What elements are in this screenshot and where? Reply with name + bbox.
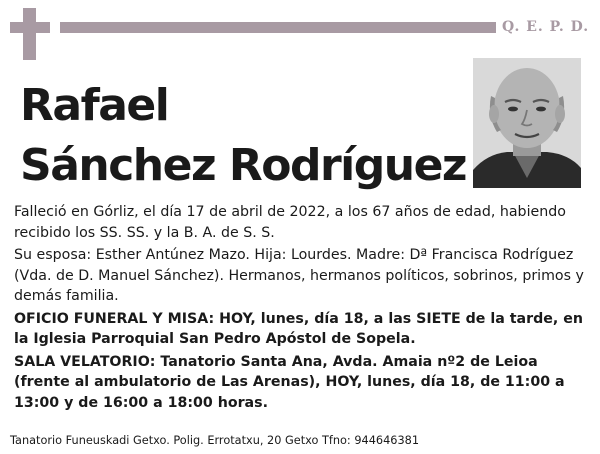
portrait-photo <box>473 58 581 188</box>
funeral-mass-info: OFICIO FUNERAL Y MISA: HOY, lunes, día 18, a las SIETE de la tarde, en la Iglesia Parroquial San Pedro Apóstol de Sopela. <box>14 310 583 347</box>
obituary-body <box>14 202 588 415</box>
deceased-surnames: Sánchez Rodríguez <box>20 140 467 191</box>
family-list: Su esposa: Esther Antúnez Mazo. Hija: Lourdes. Madre: Dª Francisca Rodríguez (Vda. de D. Manuel Sánchez). Hermanos, hermanos políticos, sobrinos, primos y demás familia. <box>14 247 584 304</box>
deceased-first-name: Rafael <box>20 80 169 131</box>
header-rule <box>60 22 496 33</box>
death-notice: Falleció en Górliz, el día 17 de abril de 2022, a los 67 años de edad, habiendo recibido los SS. SS. y la B. A. de S. S. <box>14 204 566 241</box>
qepd-label: Q. E. P. D. <box>502 19 590 35</box>
funeral-home-footer: Tanatorio Funeuskadi Getxo. Polig. Errotatxu, 20 Getxo Tfno: 944646381 <box>10 434 420 447</box>
wake-room-info: SALA VELATORIO: Tanatorio Santa Ana, Avda. Amaia nº2 de Leioa (frente al ambulatorio de Las Arenas), HOY, lunes, día 18, de 11:00 a 13:00 y de 16:00 a 18:00 horas. <box>14 353 565 411</box>
